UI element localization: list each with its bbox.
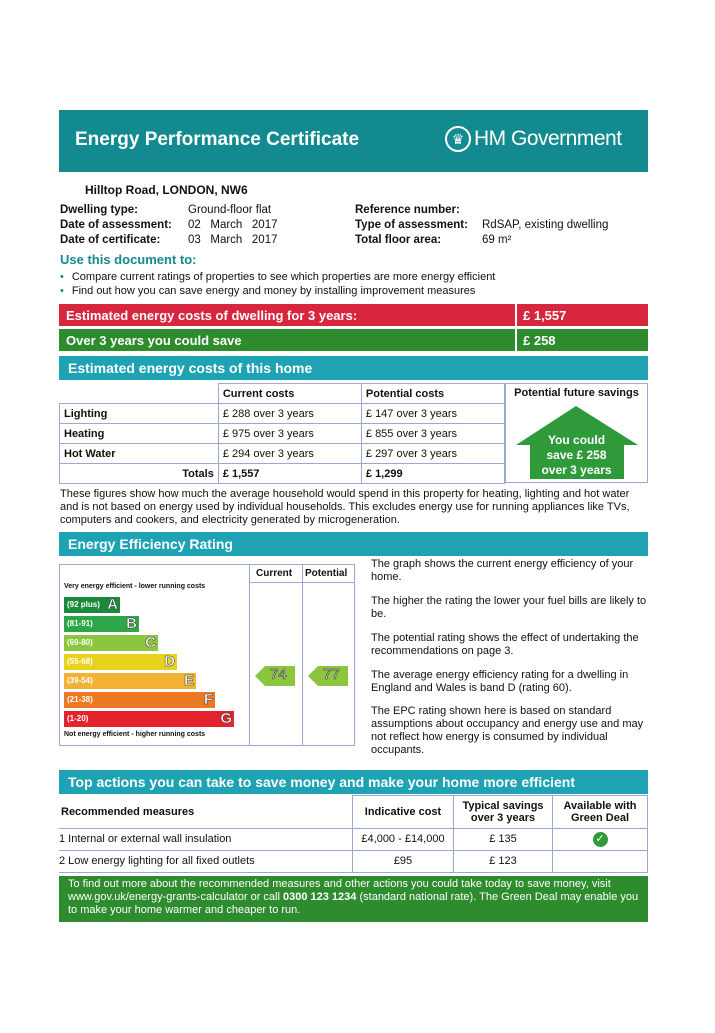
floor-area-value: 69 m² bbox=[482, 234, 512, 246]
rating-band-f bbox=[64, 692, 215, 708]
rating-band-b bbox=[64, 616, 139, 632]
dwelling-type-value: Ground-floor flat bbox=[188, 204, 272, 216]
bullet-icon: • bbox=[60, 285, 64, 297]
band-range: (1-20) bbox=[67, 714, 89, 723]
totals-row: Totals £ 1,557 £ 1,299 bbox=[60, 464, 505, 484]
table-row: Hot Water £ 294 over 3 years £ 297 over 3 years bbox=[60, 444, 505, 464]
reference-label: Reference number: bbox=[355, 204, 460, 216]
rating-paragraph: The average energy efficiency rating for a dwelling in England and Wales is band D (rating 60). bbox=[371, 669, 629, 694]
band-range: (39-54) bbox=[67, 676, 93, 685]
date-certificate-label: Date of certificate: bbox=[60, 234, 161, 246]
footer-info: To find out more about the recommended measures and other actions you could take today to save money, visit www.gov.uk/energy-grants-calculator or call 0300 123 1234 (standard national rate). The Green Deal may enable you to make your home warmer and cheaper to run. bbox=[59, 876, 648, 922]
house-text-1: You could bbox=[547, 433, 606, 447]
band-letter: E bbox=[183, 672, 194, 689]
current-rating-arrow: 74 bbox=[255, 666, 272, 685]
actions-section-header: Top actions you can take to save money and make your home more efficient bbox=[59, 770, 648, 794]
list-item: • Find out how you can save energy and money by installing improvement measures bbox=[60, 285, 476, 297]
green-deal-header: Available with Green Deal bbox=[553, 796, 648, 829]
cost-header: Indicative cost bbox=[353, 796, 454, 829]
rating-band-a bbox=[64, 597, 120, 613]
date-assessment-value: 02 March 2017 bbox=[188, 219, 278, 231]
rating-paragraph: The graph shows the current energy efficiency of your home. bbox=[371, 558, 634, 583]
band-letter: F bbox=[203, 691, 213, 708]
potential-rating-arrow: 77 bbox=[308, 666, 325, 685]
band-letter: G bbox=[220, 710, 232, 727]
band-range: (81-91) bbox=[67, 619, 93, 628]
rating-band-c bbox=[64, 635, 158, 651]
date-assessment-label: Date of assessment: bbox=[60, 219, 172, 231]
hm-government-logo bbox=[445, 126, 622, 152]
use-document-title: Use this document to: bbox=[60, 252, 197, 267]
estimated-costs-bar bbox=[59, 304, 648, 326]
dwelling-type-label: Dwelling type: bbox=[60, 204, 138, 216]
future-savings-header: Potential future savings bbox=[514, 387, 639, 399]
savings-label: Over 3 years you could save bbox=[66, 333, 242, 348]
list-item: • Compare current ratings of properties to see which properties are more energy efficient bbox=[60, 271, 496, 283]
band-range: (55-68) bbox=[67, 657, 93, 666]
costs-table bbox=[59, 383, 505, 484]
current-costs-header: Current costs bbox=[218, 384, 361, 404]
house-text-2: save £ 258 bbox=[546, 448, 607, 462]
band-letter: D bbox=[164, 653, 175, 670]
band-letter: B bbox=[126, 615, 137, 632]
band-range: (92 plus) bbox=[67, 600, 100, 609]
estimated-costs-label: Estimated energy costs of dwelling for 3 years: bbox=[66, 308, 358, 323]
table-row: 2 Low energy lighting for all fixed outlets £95 £ 123 bbox=[59, 850, 648, 872]
band-letter: C bbox=[145, 634, 156, 651]
savings-bar bbox=[59, 329, 648, 351]
rating-section-header: Energy Efficiency Rating bbox=[59, 532, 648, 556]
royal-crest-icon: ♛ bbox=[445, 126, 471, 152]
header-banner bbox=[59, 110, 648, 172]
band-letter: A bbox=[107, 596, 118, 613]
band-range: (21-38) bbox=[67, 695, 93, 704]
phone-number: 0300 123 1234 bbox=[283, 891, 357, 903]
property-address: Hilltop Road, LONDON, NW6 bbox=[85, 183, 248, 197]
assessment-type-label: Type of assessment: bbox=[355, 219, 468, 231]
rating-paragraph: The EPC rating shown here is based on standard assumptions about occupancy and energy use and may not reflect how energy is consumed by individual occupants. bbox=[371, 705, 644, 756]
bullet-icon: • bbox=[60, 271, 64, 283]
rating-paragraph: The higher the rating the lower your fuel bills are likely to be. bbox=[371, 595, 647, 620]
rating-band-e bbox=[64, 673, 196, 689]
table-row: Heating £ 975 over 3 years £ 855 over 3 years bbox=[60, 424, 505, 444]
potential-column-header: Potential bbox=[305, 568, 348, 579]
page-title: Energy Performance Certificate bbox=[75, 129, 360, 150]
actions-table bbox=[59, 795, 648, 873]
savings-header: Typical savings over 3 years bbox=[454, 796, 553, 829]
future-savings-box bbox=[505, 383, 648, 483]
costs-section-header: Estimated energy costs of this home bbox=[59, 356, 648, 380]
rating-band-g bbox=[64, 711, 234, 727]
table-row: Lighting £ 288 over 3 years £ 147 over 3 years bbox=[60, 404, 505, 424]
potential-costs-header: Potential costs bbox=[361, 384, 504, 404]
measure-header: Recommended measures bbox=[59, 796, 353, 829]
bottom-label: Not energy efficient - higher running costs bbox=[64, 731, 206, 738]
savings-value: £ 258 bbox=[523, 333, 556, 348]
green-deal-check-icon: ✓ bbox=[593, 832, 608, 847]
top-label: Very energy efficient - lower running costs bbox=[64, 583, 206, 590]
house-text-3: over 3 years bbox=[541, 463, 612, 477]
floor-area-label: Total floor area: bbox=[355, 234, 442, 246]
costs-note: These figures show how much the average household would spend in this property for heating, lighting and hot water and is not based on energy used by individual households. This excludes energy use for running appliances like TVs, computers and cookers, and electricity generated by microgeneration. bbox=[60, 488, 630, 526]
table-row: 1 Internal or external wall insulation £4,000 - £14,000 £ 135 ✓ bbox=[59, 828, 648, 850]
rating-paragraph: The potential rating shows the effect of undertaking the recommendations on page 3. bbox=[371, 632, 639, 657]
rating-band-d bbox=[64, 654, 177, 670]
brand-text: HM Government bbox=[474, 127, 622, 150]
date-certificate-value: 03 March 2017 bbox=[188, 234, 278, 246]
current-column-header: Current bbox=[256, 568, 293, 579]
band-range: (69-80) bbox=[67, 638, 93, 647]
assessment-type-value: RdSAP, existing dwelling bbox=[482, 219, 609, 231]
estimated-costs-value: £ 1,557 bbox=[523, 308, 567, 323]
